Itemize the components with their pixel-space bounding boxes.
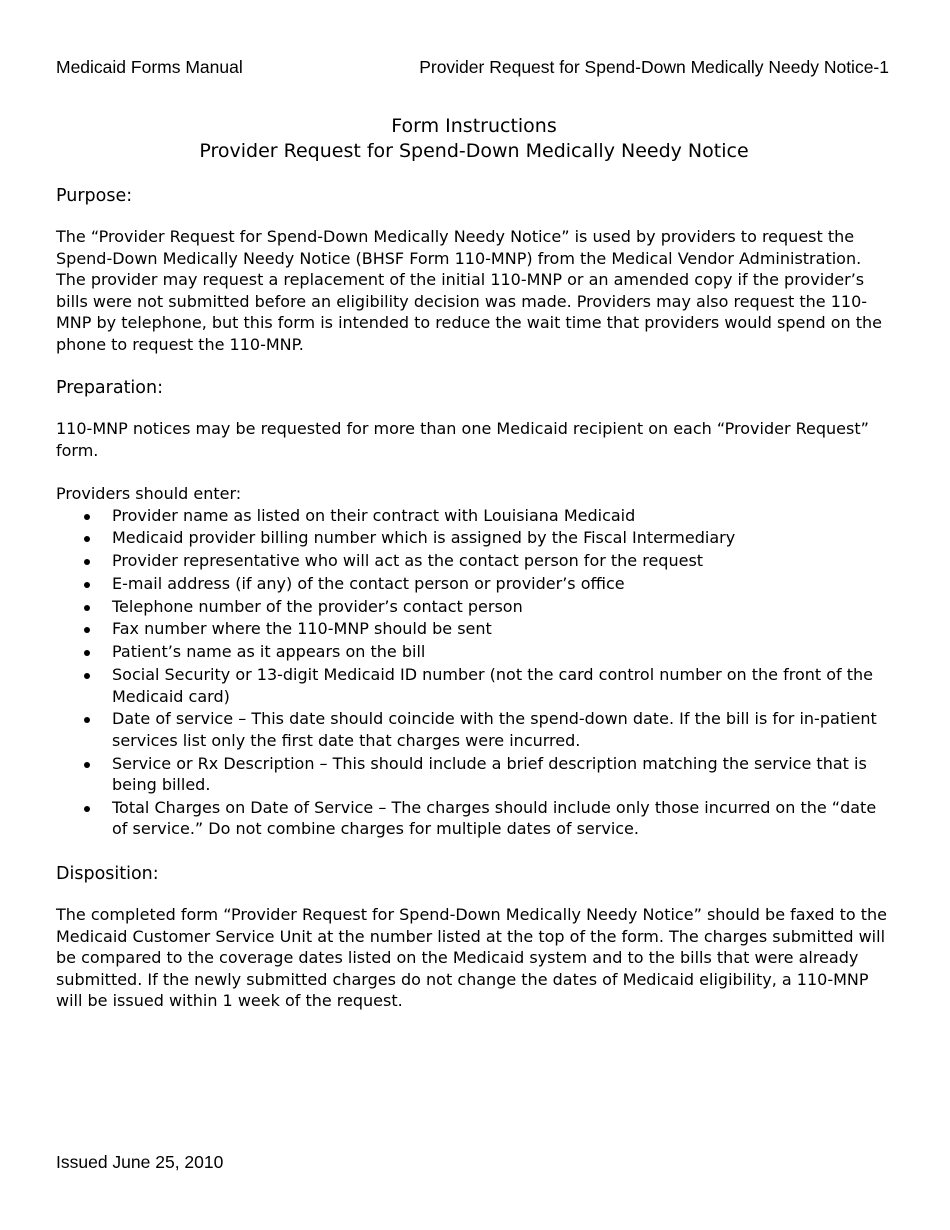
list-item [56, 797, 894, 840]
list-item [56, 596, 894, 618]
bullet-icon [84, 627, 90, 633]
bullet-icon [84, 559, 90, 565]
title-line-1: Form Instructions [391, 115, 557, 137]
list-item-text: Telephone number of the provider’s contact person [112, 596, 523, 616]
list-intro: Providers should enter: [56, 484, 242, 503]
purpose-heading: Purpose: [56, 186, 133, 206]
list-item-text: Patient’s name as it appears on the bill [112, 642, 426, 662]
list-item-text: Provider representative who will act as the contact person for the request [112, 551, 704, 571]
list-item [56, 527, 894, 549]
bullet-icon [84, 650, 90, 656]
bullet-icon [84, 762, 90, 768]
preparation-heading: Preparation: [56, 378, 163, 398]
header-manual-title: Medicaid Forms Manual [56, 57, 243, 77]
list-item-text: Total Charges on Date of Service – The charges should include only those incurred on the “date of service.” Do not combine charges for multiple dates of service. [112, 797, 877, 839]
document-body [56, 185, 894, 1012]
list-item [56, 573, 894, 595]
bullet-icon [84, 582, 90, 588]
list-item [56, 641, 894, 663]
list-item [56, 550, 894, 572]
list-item-text: Service or Rx Description – This should include a brief description matching the service that is being billed. [112, 753, 867, 795]
bullet-icon [84, 605, 90, 611]
issued-date: Issued June 25, 2010 [56, 1152, 224, 1172]
bullet-icon [84, 717, 90, 723]
list-item-text: Medicaid provider billing number which is assigned by the Fiscal Intermediary [112, 528, 736, 548]
header-page-title: Provider Request for Spend-Down Medically Needy Notice-1 [419, 57, 889, 77]
bullet-icon [84, 536, 90, 542]
preparation-intro: 110-MNP notices may be requested for more than one Medicaid recipient on each “Provider Request” form. [56, 419, 869, 460]
list-item-text: Date of service – This date should coincide with the spend-down date. If the bill is for in-patient services list only the first date that charges were incurred. [112, 709, 877, 750]
list-item-text: Social Security or 13-digit Medicaid ID number (not the card control number on the front of the Medicaid card) [112, 665, 874, 706]
list-item-text: E-mail address (if any) of the contact person or provider’s office [112, 573, 625, 593]
bullet-icon [84, 514, 90, 520]
list-item [56, 753, 894, 796]
list-item [56, 618, 894, 640]
bullet-icon [84, 806, 90, 812]
disposition-heading: Disposition: [56, 864, 159, 885]
disposition-text: The completed form “Provider Request for Spend-Down Medically Needy Notice” should be faxed to the Medicaid Customer Service Unit at the number listed at the top of the form. The charges submitted will be compared to the coverage dates listed on the Medicaid system and to the bills that were already submitted. If the newly submitted charges do not change the dates of Medicaid eligibility, a 110-MNP will be issued within 1 week of the request. [56, 905, 888, 1011]
purpose-text: The “Provider Request for Spend-Down Medically Needy Notice” is used by providers to request the Spend-Down Medically Needy Notice (BHSF Form 110-MNP) from the Medical Vendor Administration. The provider may request a replacement of the initial 110-MNP or an amended copy if the provider’s bills were not submitted before an eligibility decision was made. Providers may also request the 110-MNP by telephone, but this form is intended to reduce the wait time that providers would spend on the phone to request the 110-MNP. [56, 227, 883, 354]
list-item [56, 708, 894, 751]
list-item-text: Provider name as listed on their contract with Louisiana Medicaid [112, 505, 636, 525]
title-line-2: Provider Request for Spend-Down Medically Needy Notice [199, 140, 749, 162]
document-title [56, 114, 892, 164]
list-item [56, 664, 894, 707]
bullet-icon [84, 673, 90, 679]
list-item-text: Fax number where the 110-MNP should be sent [112, 619, 492, 639]
list-item [56, 505, 894, 527]
provider-entry-list [56, 505, 894, 840]
